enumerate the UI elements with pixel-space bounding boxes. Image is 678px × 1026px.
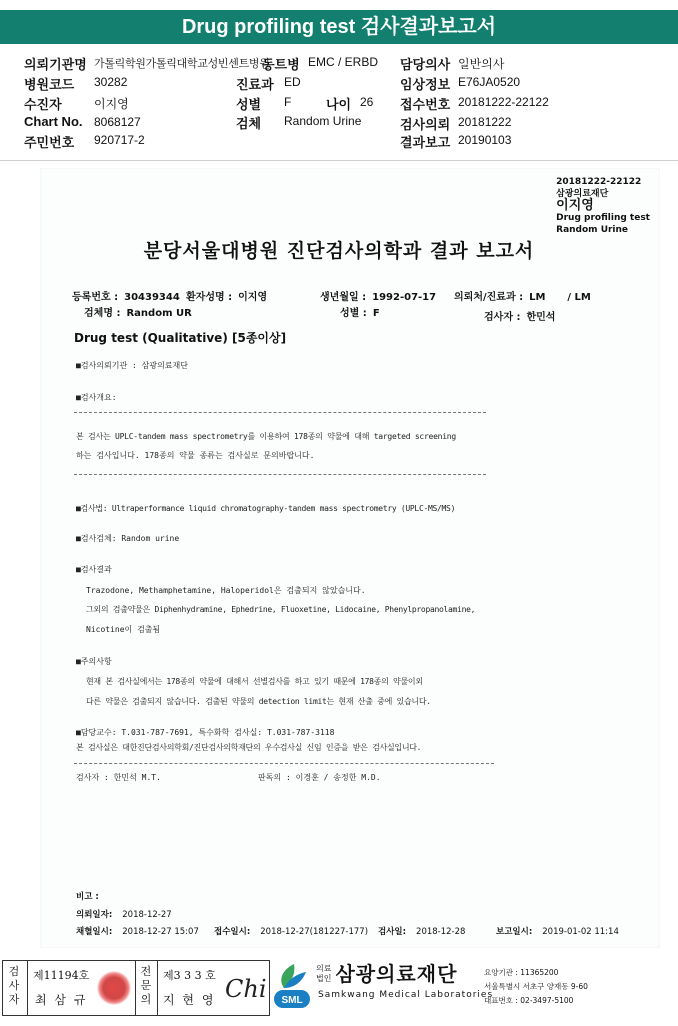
line-result-2: 그외의 검출약물은 Diphenhydramine, Ephedrine, Fluoxetine, Lidocaine, Phenylpropanolamine, bbox=[86, 605, 476, 614]
info-examiner-label: 검사자 : bbox=[484, 312, 521, 323]
hdr-value-sex: F bbox=[284, 95, 292, 109]
examiner-vertical-label: 검사자 bbox=[8, 965, 20, 1006]
specialist-license: 제3 3 3 호 bbox=[163, 969, 216, 982]
line-sign-examiner: 검사자 : 한민석 M.T. bbox=[76, 773, 161, 782]
info-patient bbox=[186, 288, 267, 303]
line-specimen: ■검사검체: Random urine bbox=[76, 534, 180, 543]
report-date-label: 보고일시: bbox=[496, 927, 533, 937]
line-certification: 본 검사실은 대한진단검사의학회/진단검사의학재단의 우수검사실 신임 인증을 받은 검사실입니다. bbox=[76, 743, 422, 752]
hdr-label-specimen: 검체 bbox=[236, 116, 262, 131]
hdr-label-patient: 수진자 bbox=[24, 97, 62, 112]
info-reg-no bbox=[72, 288, 180, 303]
signature-box bbox=[2, 960, 270, 1016]
test-date-value: 2018-12-28 bbox=[416, 927, 466, 937]
receive-date-label: 접수일시: bbox=[214, 927, 251, 937]
hdr-value-patient: 이지영 bbox=[94, 97, 129, 111]
line-note-1: 현재 본 검사실에서는 178종의 약물에 대해서 선별검사를 하고 있기 때문에 178종의 약물이외 bbox=[86, 677, 423, 686]
line-note-2: 다른 약물은 검출되지 않습니다. 검출된 약물의 detection limit는 현재 산출 중에 있습니다. bbox=[86, 697, 431, 706]
divider bbox=[135, 961, 136, 1015]
line-result-1: Trazodone, Methamphetamine, Haloperidol은 검출되지 않았습니다. bbox=[86, 586, 366, 595]
hdr-value-doctor: 일반의사 bbox=[458, 57, 505, 71]
divider bbox=[157, 961, 158, 1015]
hdr-label-clinical-info: 임상정보 bbox=[400, 77, 451, 92]
hdr-label-request-date: 검사의뢰 bbox=[400, 117, 451, 132]
divider bbox=[27, 961, 28, 1015]
hdr-label-department: 진료과 bbox=[236, 77, 274, 92]
hdr-label-age: 나이 bbox=[326, 97, 352, 112]
hdr-value-clinical-info: E76JA0520 bbox=[458, 75, 521, 89]
line-sign-reader: 판독의 : 이경훈 / 송정한 M.D. bbox=[258, 773, 381, 782]
request-date-value: 2018-12-27 bbox=[122, 910, 172, 920]
organization-block bbox=[316, 962, 457, 986]
hdr-label-doctor: 담당의사 bbox=[400, 57, 451, 72]
hdr-value-receipt-no: 20181222-22122 bbox=[458, 95, 549, 109]
report-date-value: 2019-01-02 11:14 bbox=[542, 927, 619, 937]
stamp-test-name: Drug profiling test bbox=[556, 213, 650, 223]
line-overview-2: 하는 검사입니다. 178종의 약물 종류는 검사실로 문의바랍니다. bbox=[76, 451, 315, 460]
hdr-value-specimen: Random Urine bbox=[284, 114, 362, 128]
request-date bbox=[76, 908, 172, 920]
line-result-3: Nicotine이 검출됨 bbox=[86, 625, 161, 634]
info-dob bbox=[320, 288, 436, 303]
test-title: Drug test (Qualitative) [5종이상] bbox=[74, 331, 287, 345]
examiner-seal bbox=[97, 971, 131, 1005]
line-note: ■주의사항 bbox=[76, 657, 112, 666]
header-divider bbox=[0, 160, 678, 161]
test-date-label: 검사일: bbox=[378, 927, 407, 937]
stamp-patient-name: 이지영 bbox=[556, 198, 594, 213]
line-overview: ■검사개요: bbox=[76, 393, 117, 402]
organization-name: 삼광의료재단 bbox=[335, 962, 458, 986]
stamp-specimen: Random Urine bbox=[556, 225, 629, 235]
document-title: 분당서울대병원 진단검사의학과 결과 보고서 bbox=[143, 240, 535, 262]
info-sex-value: F bbox=[372, 308, 380, 319]
info-dept bbox=[454, 288, 591, 303]
hdr-value-department: ED bbox=[284, 75, 301, 89]
organization-english-name: Samkwang Medical Laboratories bbox=[318, 990, 494, 1000]
divider bbox=[74, 474, 486, 475]
receipt-stamp bbox=[556, 176, 650, 236]
report-title: Drug profiling test 검사결과보고서 bbox=[181, 16, 497, 38]
collect-date-value: 2018-12-27 15:07 bbox=[122, 927, 199, 937]
specialist-vertical-label: 전문의 bbox=[140, 965, 152, 1006]
info-dept-value2: / LM bbox=[567, 292, 591, 303]
collect-date bbox=[76, 925, 199, 937]
examiner-name: 최 삼 규 bbox=[35, 993, 88, 1007]
hdr-value-ward: EMC / ERBD bbox=[308, 55, 379, 69]
remark bbox=[76, 890, 109, 902]
hdr-label-report-date: 결과보고 bbox=[400, 135, 451, 150]
hdr-value-age: 26 bbox=[360, 95, 374, 109]
receive-date bbox=[214, 925, 368, 937]
scanned-report-page bbox=[40, 168, 660, 948]
receive-date-value: 2018-12-27(181227-177) bbox=[260, 927, 369, 937]
hdr-label-agency: 의뢰기관명 bbox=[24, 57, 87, 72]
hdr-label-receipt-no: 접수번호 bbox=[400, 97, 451, 112]
hdr-value-request-date: 20181222 bbox=[458, 115, 512, 129]
hdr-value-hospital-code: 30282 bbox=[94, 75, 128, 89]
specialist-name: 지 현 영 bbox=[163, 993, 216, 1007]
hdr-value-chart: 8068127 bbox=[94, 115, 141, 129]
org-label-1: 의료 bbox=[316, 964, 332, 973]
info-examiner bbox=[484, 308, 555, 323]
info-dept-label: 의뢰처/진료과 : bbox=[454, 292, 524, 303]
examiner-license: 제11194호 bbox=[33, 969, 90, 982]
info-patient-label: 환자성명 : bbox=[186, 292, 233, 303]
stamp-receipt-no: 20181222-22122 bbox=[556, 177, 642, 187]
info-specimen-label: 검체명 : bbox=[84, 308, 121, 319]
info-dept-value1: LM bbox=[529, 292, 546, 303]
hdr-label-chart: Chart No. bbox=[24, 114, 83, 129]
hdr-label-ward: 동트병 bbox=[262, 57, 300, 72]
info-reg-value: 30439344 bbox=[124, 292, 180, 303]
hdr-value-agency: 가톨릭학원가톨릭대학교성빈센트병원 bbox=[94, 58, 270, 70]
collect-date-label: 채혈일시: bbox=[76, 927, 113, 937]
organization-contact bbox=[484, 966, 588, 1008]
info-sex bbox=[340, 304, 380, 319]
info-dob-label: 생년월일 : bbox=[320, 292, 367, 303]
info-examiner-value: 한민석 bbox=[526, 312, 556, 323]
line-method: ■검사법: Ultraperformance liquid chromatography-tandem mass spectrometry (UPLC-MS/MS) bbox=[76, 504, 456, 513]
line-agency: ■검사의뢰기관 : 삼광의료재단 bbox=[76, 361, 189, 370]
hdr-label-sex: 성별 bbox=[236, 97, 262, 112]
remark-label: 비고 : bbox=[76, 892, 99, 902]
org-contact-2: 서울특별시 서초구 양재동 9-60 bbox=[484, 982, 588, 991]
org-label-2: 법인 bbox=[316, 974, 332, 983]
hdr-label-hospital-code: 병원코드 bbox=[24, 77, 75, 92]
report-title-bar bbox=[0, 10, 678, 44]
hdr-value-resident-no: 920717-2 bbox=[94, 133, 145, 147]
request-date-label: 의뢰일자: bbox=[76, 910, 113, 920]
org-contact-3: 대표번호 : 02-3497-5100 bbox=[484, 996, 574, 1005]
info-specimen bbox=[84, 304, 192, 319]
report-date bbox=[496, 925, 619, 937]
stamp-org: 삼광의료재단 bbox=[556, 189, 609, 199]
info-reg-label: 등록번호 : bbox=[72, 292, 119, 303]
test-date bbox=[378, 925, 465, 937]
sml-logo-icon bbox=[272, 962, 312, 1010]
org-contact-1: 요양기관 : 11365200 bbox=[484, 968, 559, 977]
line-result: ■검사결과 bbox=[76, 565, 112, 574]
hdr-label-resident-no: 주민번호 bbox=[24, 135, 75, 150]
info-dob-value: 1992-07-17 bbox=[372, 292, 437, 303]
specialist-signature: Chi bbox=[225, 975, 267, 1003]
info-patient-value: 이지영 bbox=[238, 292, 268, 303]
line-contact: ■담당교수: T.031-787-7691, 특수화학 검사실: T.031-787-3118 bbox=[76, 728, 335, 737]
info-specimen-value: Random UR bbox=[126, 308, 192, 319]
line-overview-1: 본 검사는 UPLC-tandem mass spectrometry를 이용하여 178종의 약물에 대해 targeted screening bbox=[76, 432, 456, 441]
hdr-value-report-date: 20190103 bbox=[458, 133, 512, 147]
header-info bbox=[24, 52, 664, 152]
info-sex-label: 성별 : bbox=[340, 308, 367, 319]
sml-logo-text: SML bbox=[281, 995, 303, 1006]
divider bbox=[74, 763, 494, 764]
divider bbox=[74, 412, 486, 413]
